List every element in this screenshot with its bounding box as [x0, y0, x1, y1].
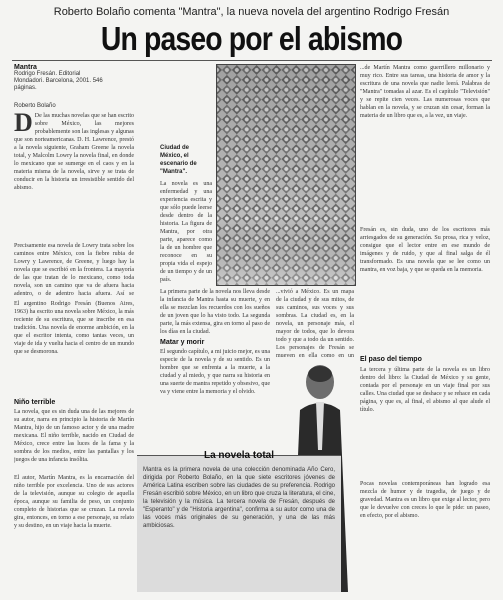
article-title: Un paseo por el abismo — [100, 20, 403, 57]
section-heading-matar-y-morir: Matar y morir — [160, 339, 205, 346]
sidebar-box — [137, 450, 341, 592]
paragraph: El segundo capítulo, a mi juicio mejor, es una especie de la novela y de su sentido. Es un hombre que se enfrenta a la muerte, a la ciudad y al miedo, y que narra su historia en una suerte de mantra repetido y obsesivo, que va y viene entre la memoria y el olvido. — [160, 349, 270, 395]
paragraph: La novela es una enfermedad y una experiencia escrita y que sólo puede leerse desde dentro de la historia. La figura de Mantra, por otra parte, aparece como la de un hombre que reconoce en su propia vida el espejo de un tiempo y de un país. — [160, 181, 212, 283]
paragraph: La novela, que es sin duda una de las mejores de su autor, narra en principio la historia de Martín Mantra, hijo de un famoso actor y de una madre mexicana. El niño terrible, nacido en Ciudad de México, crece entre las luces de la fama y la sombra de los medios, entre las pantallas y los juegos de una infancia insólita. — [14, 409, 134, 463]
paragraph: El argentino Rodrigo Fresán (Buenos Aires, 1963) ha escrito una novela sobre México, la más reciente de su escritura, que se inscribe en esa tradición. Una novela de enorme ambición, en la que el escritor intenta, como tantas veces, un viaje de ida y vuelta hacia el centro de un mundo que se desmorona. — [14, 301, 134, 355]
paragraph: La tercera y última parte de la novela es un libro dentro del libro: la Ciudad de México y su gente, contada por el personaje en un viaje final por sus calles. Una ciudad que se deshace y se rehace en cada página, y que es, al final, el abismo al que alude el título. — [360, 367, 490, 413]
body-column-1a — [14, 112, 134, 240]
paragraph: ...de Martín Mantra como guerrillero millonario y muy rico. Entre sus tareas, una historia de amor y la escritura de una novela que nadie leerá. Palabras de "Mantra" tomadas al azar. Es el capítulo "Televisión" y se repite cien veces. Las numerosas voces que hablan en la novela, y se cruzan sin cesar, forman la materia de un libro que es, a la vez, un viaje. — [360, 65, 490, 119]
header-rule — [12, 60, 492, 61]
article-byline: Roberto Bolaño — [14, 103, 56, 109]
sidebar-text: Mantra es la primera novela de una colección denominada Año Cero, dirigida por Roberto Bolaño, en la que siete escritores jóvenes de América Latina escriben sobre las ciudades de su preferencia. Rodrigo Fresán escribió sobre México, en un libro que cruza la literatura, el cine, la televisión y la música. La tercera novela de Fresán, después de "Esperanto" y de "Historia argentina", confirma a su autor como una de las voces más originales de su generación, y una de las más ambiciosas. — [143, 467, 335, 529]
paragraph: De las muchas novelas que se han escrito sobre México, las mejores probablemente son las inglesas y algunas que son norteamericanas. D. H. Lawrence, prestó a la novela siguiente, Graham Greene la novela total, y Malcolm Lowry la novela final, en donde lo mexicano que se sumerge en el caos y en la materia misma de la novela, sirve y se trata de conducir en la historia un irresistible sentido del abismo. — [14, 113, 134, 191]
book-details: Rodrigo Fresán. Editorial Mondadori. Barcelona, 2001. 546 páginas. — [14, 71, 103, 91]
book-title: Mantra — [14, 64, 37, 71]
paragraph: Precisamente esa novela de Lowry trata sobre los caminos entre México, con la fiebre rubia de Lowry y Lawrence, de Greene, y luego hay la novela que se escribió en la frontera. La mayoría de las que tratan de lo mexicano, como toda novela, son un camino que va de afuera hacia adentro, o de adentro hacia afuera. Así se — [14, 243, 134, 297]
paragraph: El autor, Martín Mantra, es la encarnación del niño terrible por excelencia. Uno de sus actores de la televisión, aunque su colegio de aquella época, aunque su familia de peso, un conjunto completo de historias que se cruzan. La novela gira, entonces, en torno a ese personaje, su relato y su destino, en un viaje hacia la muerte. — [14, 475, 134, 529]
paragraph: La primera parte de la novela nos lleva desde la infancia de Mantra hasta su muerte, y en ella se mezclan los recuerdos con los sueños de un joven que lo ha visto todo. La segunda parte, la más extensa, gira en torno al paso de los días en la ciudad. — [160, 289, 270, 335]
book-info-box — [14, 64, 110, 100]
mexico-city-photo — [216, 64, 356, 286]
paragraph: ...vivió a México. Es un mapa de la ciudad y de sus mitos, de sus caminos, sus voces y sus sombras. La ciudad es, en la novela, un personaje más, el mayor de todos, que lo devora todo y que a todo da un sentido. Los personajes de Fresán se mueven en ella como en un — [276, 289, 354, 359]
drop-cap: D — [14, 112, 33, 137]
paragraph: Fresán es, sin duda, uno de los escritores más arriesgados de su generación. Su prosa, rica y veloz, consigue que el lector entre en ese mundo de imágenes y de ruido, y que al final salga de él transformado. Es una novela que se lee como un mantra, en voz baja, y que se queda en la memoria. — [360, 227, 490, 273]
paragraph: Pocas novelas contemporáneas han logrado esa mezcla de humor y de tragedia, de juego y de gravedad. Mantra es un libro que exige al lector, pero que le devuelve con creces lo que le pide: un paseo, en efecto, por el abismo. — [360, 481, 490, 519]
section-heading-nino-terrible: Niño terrible — [14, 399, 56, 406]
photo-caption-mexico: Ciudad de México, el escenario de "Mantra". — [160, 145, 197, 175]
article-kicker: Roberto Bolaño comenta "Mantra", la nueva novela del argentino Rodrigo Fresán — [53, 6, 450, 18]
section-heading-paso-del-tiempo: El paso del tiempo — [360, 356, 422, 363]
sidebar-heading: La novela total — [203, 450, 274, 461]
